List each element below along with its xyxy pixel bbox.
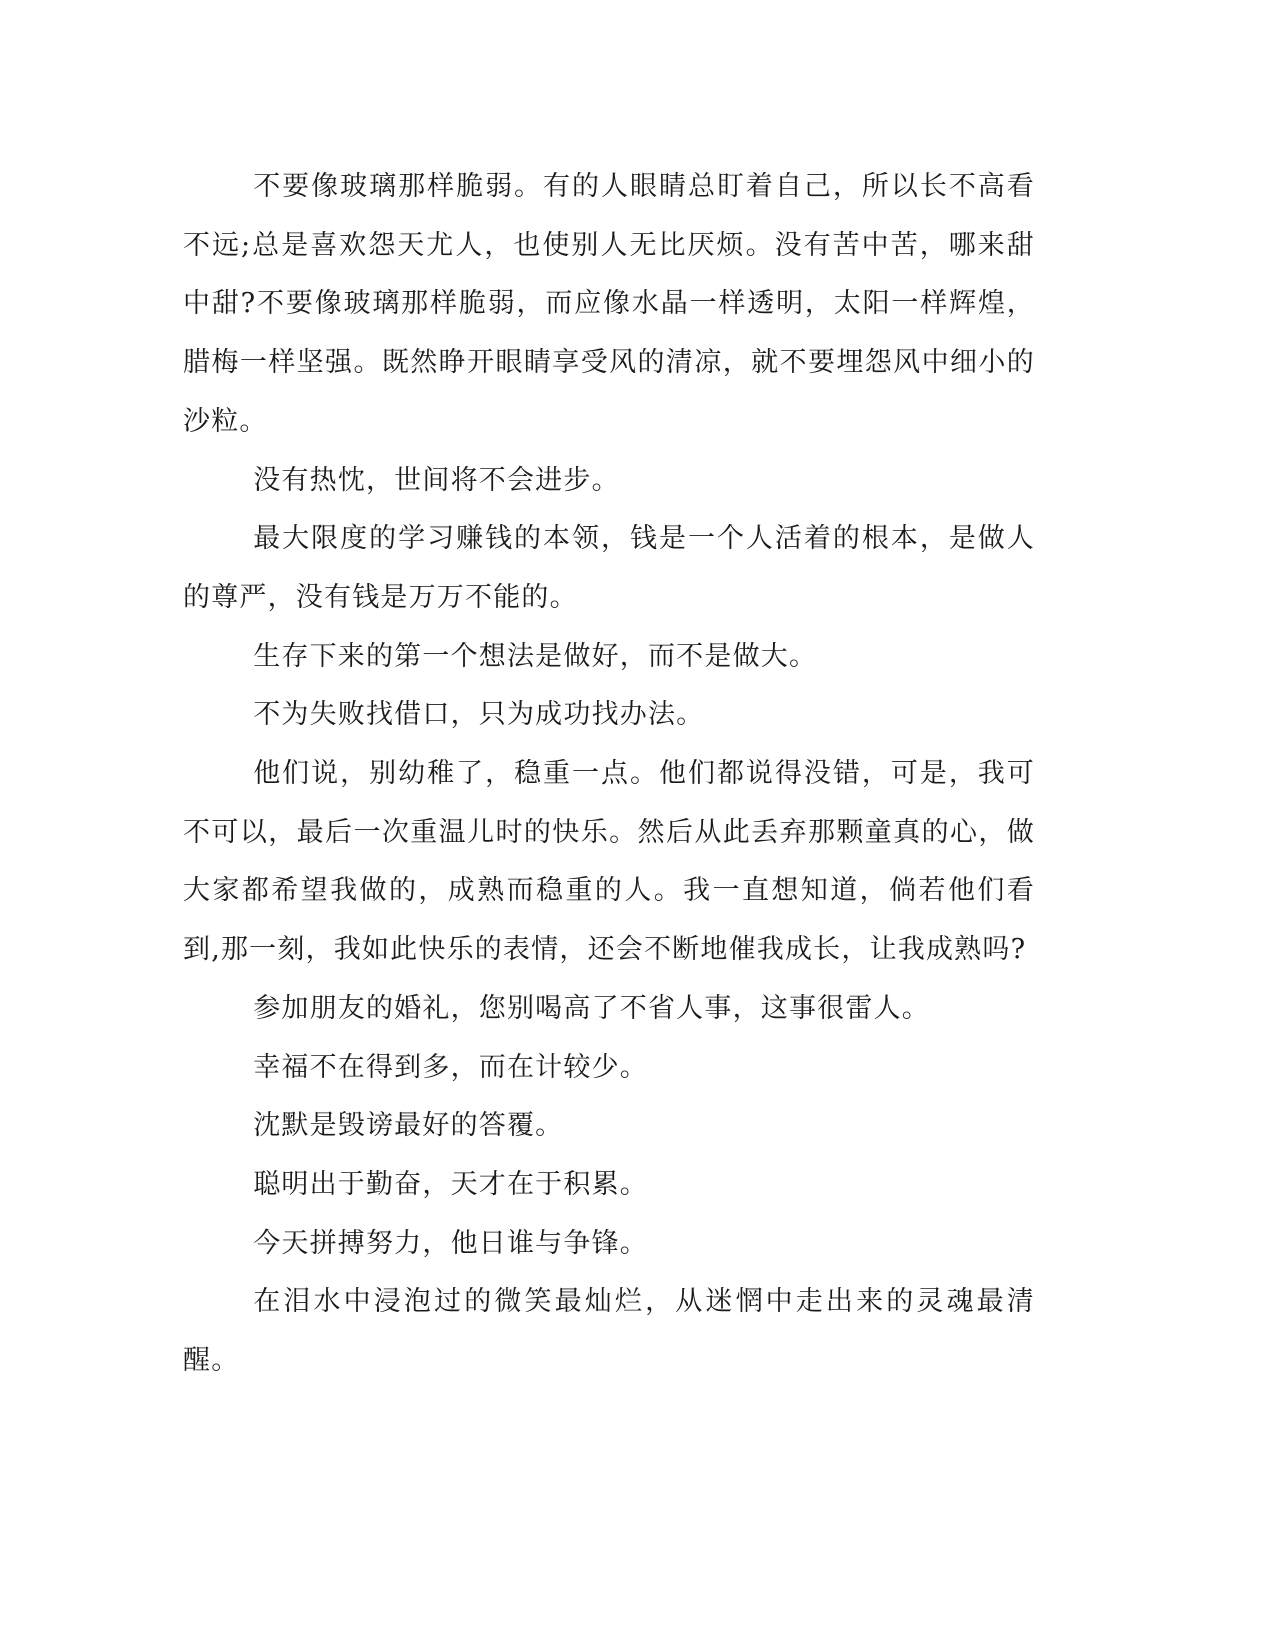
paragraph-tears: 在泪水中浸泡过的微笑最灿烂，从迷惘中走出来的灵魂最清醒。 — [183, 1286, 1035, 1377]
paragraph-diligence: 聪明出于勤奋，天才在于积累。 — [253, 1168, 648, 1200]
paragraph-money: 最大限度的学习赚钱的本领，钱是一个人活着的根本，是做人的尊严，没有钱是万万不能的。 — [183, 523, 1035, 613]
paragraph-childhood: 他们说，别幼稚了，稳重一点。他们都说得没错，可是，我可不可以，最后一次重温儿时的快乐。然后从此丢弃那颗童真的心，做大家都希望我做的，成熟而稳重的人。我一直想知道，倘若他们看到,那一刻，我如此快乐的表情，还会不断地催我成长，让我成熟吗? — [183, 758, 1035, 966]
paragraph-strive: 今天拼搏努力，他日谁与争锋。 — [253, 1227, 648, 1259]
paragraph-happiness: 幸福不在得到多，而在计较少。 — [253, 1051, 648, 1083]
document-body — [183, 158, 1035, 1391]
paragraph-excuses: 不为失败找借口，只为成功找办法。 — [253, 699, 705, 731]
paragraph-glass: 不要像玻璃那样脆弱。有的人眼睛总盯着自己，所以长不高看不远;总是喜欢怨天尤人，也使别人无比厌烦。没有苦中苦，哪来甜中甜?不要像玻璃那样脆弱，而应像水晶一样透明，太阳一样辉煌，腊梅一样坚强。既然睁开眼睛享受风的清凉，就不要埋怨风中细小的沙粒。 — [183, 171, 1035, 437]
paragraph-silence: 沈默是毁谤最好的答覆。 — [253, 1110, 564, 1142]
paragraph-wedding: 参加朋友的婚礼，您别喝高了不省人事，这事很雷人。 — [253, 992, 930, 1024]
paragraph-enthusiasm: 没有热忱，世间将不会进步。 — [253, 464, 620, 496]
paragraph-survive: 生存下来的第一个想法是做好，而不是做大。 — [253, 640, 818, 672]
